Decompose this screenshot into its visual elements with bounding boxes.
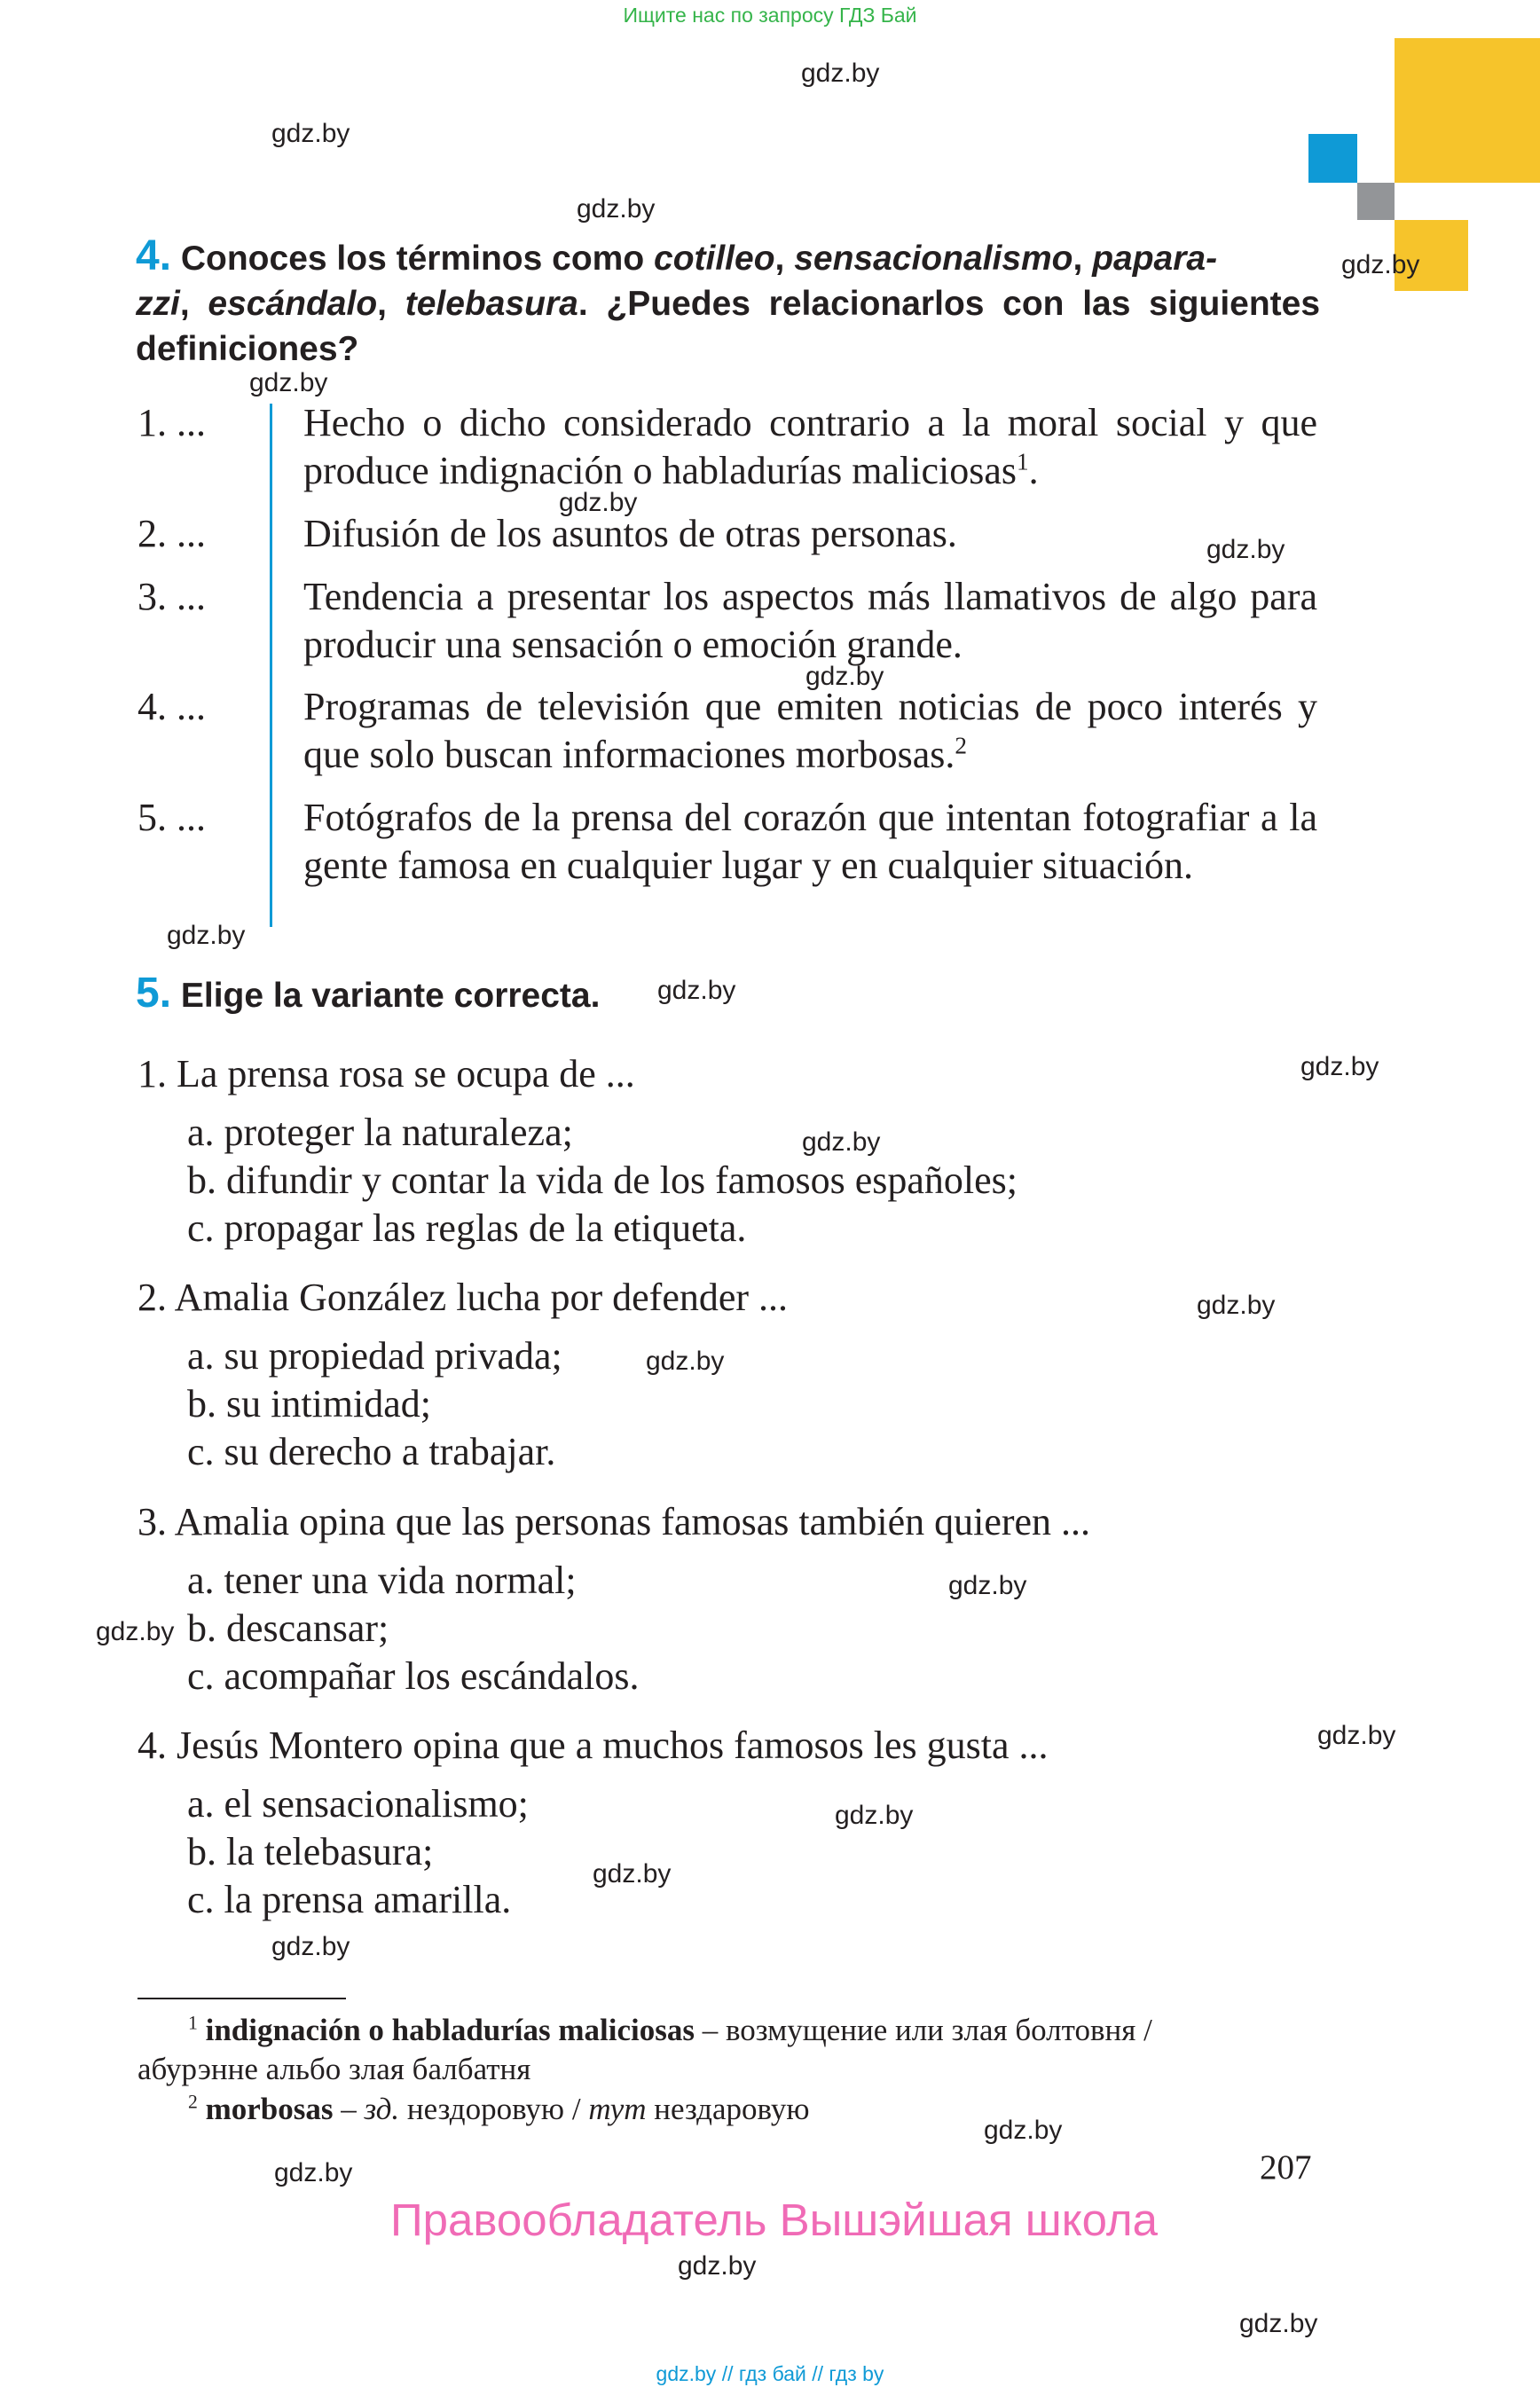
watermark: gdz.by <box>167 921 246 950</box>
watermark: gdz.by <box>646 1347 725 1376</box>
watermark: gdz.by <box>271 119 350 148</box>
term-hyphenated-part: zzi <box>136 285 180 323</box>
definition-number: 2. ... <box>138 512 206 555</box>
question: 1. La prensa rosa se ocupa de ... <box>138 1052 635 1095</box>
watermark: gdz.by <box>96 1617 175 1646</box>
answer-option[interactable]: c. su derecho a trabajar. <box>187 1430 556 1473</box>
footnote-term: morbosas <box>205 2092 334 2126</box>
exercise-number: 4. <box>136 232 172 279</box>
watermark: gdz.by <box>1300 1052 1379 1081</box>
footnote-2: $^2$ morbosas – зд. нездоровую / тут нездаровую <box>188 2091 810 2126</box>
bottom-banner[interactable]: gdz.by // гдз бай // гдз by <box>656 2362 884 2385</box>
question: 4. Jesús Montero opina que a muchos famosos les gusta ... <box>138 1724 1049 1767</box>
watermark: gdz.by <box>1341 250 1420 279</box>
exercise-number: 5. <box>136 970 172 1017</box>
definition-number: 4. ... <box>138 685 206 728</box>
term: escándalo <box>208 285 378 323</box>
exercise-5-instruction <box>136 970 600 1018</box>
watermark: gdz.by <box>1206 535 1285 564</box>
watermark: gdz.by <box>577 194 656 224</box>
answer-option[interactable]: a. su propiedad privada; <box>187 1334 562 1378</box>
watermark: gdz.by <box>984 2116 1063 2145</box>
definition-number: 5. ... <box>138 796 206 839</box>
decor-square-yellow-large <box>1395 38 1540 183</box>
decor-square-gray <box>1357 183 1395 220</box>
answer-option[interactable]: b. la telebasura; <box>187 1830 434 1873</box>
answer-option[interactable]: a. tener una vida normal; <box>187 1559 577 1602</box>
watermark: gdz.by <box>1197 1291 1276 1320</box>
exercise-4-instruction: 4. Conoces los términos como cotilleo, sensacionalismo, papara- zzi, escándalo, telebasura. ¿Puedes relacionarlos con las siguientes definiciones? <box>136 232 1321 368</box>
footnote-separator <box>138 1998 346 1999</box>
watermark: gdz.by <box>249 368 328 397</box>
footnote-mark: 1 <box>188 2012 198 2034</box>
answer-option[interactable]: c. acompañar los escándalos. <box>187 1654 640 1698</box>
definition-text: Programas de televisión que emiten noticias de poco interés y que solo buscan informaciones morbosas. <box>303 685 1317 776</box>
answer-option[interactable]: a. el sensacionalismo; <box>187 1782 529 1826</box>
definition-text: Difusión de los asuntos de otras personas. <box>303 512 957 555</box>
footnote-abbreviation: тут <box>588 2092 647 2126</box>
top-banner[interactable]: Ищите нас по запросу ГДЗ Бай <box>623 4 917 27</box>
answer-option[interactable]: c. propagar las reglas de la etiqueta. <box>187 1206 747 1250</box>
question: 2. Amalia González lucha por defender ... <box>138 1276 789 1319</box>
footnote-term: indignación o habladurías maliciosas <box>205 2013 695 2047</box>
question: 3. Amalia opina que las personas famosas también quieren ... <box>138 1500 1091 1543</box>
definition-text: Hecho o dicho considerado contrario a la moral social y que produce indignación o habladurías maliciosas <box>303 401 1317 492</box>
footnote-mark: 2 <box>188 2091 198 2113</box>
watermark: gdz.by <box>274 2158 353 2187</box>
decor-square-blue <box>1308 134 1357 183</box>
page-number: 207 <box>1260 2148 1312 2187</box>
watermark: gdz.by <box>678 2251 757 2281</box>
watermark: gdz.by <box>805 662 884 691</box>
footnote-ref: 1 <box>1017 448 1029 475</box>
watermark: gdz.by <box>593 1859 672 1889</box>
definition-text: Tendencia a presentar los aspectos más llamativos de algo para producir una sensación o emoción grande. <box>303 575 1317 666</box>
watermark: gdz.by <box>559 488 638 517</box>
definition-number: 3. ... <box>138 575 206 618</box>
watermark: gdz.by <box>802 1127 881 1157</box>
definitions-divider <box>270 404 272 927</box>
definition-number: 1. ... <box>138 401 206 444</box>
answer-option[interactable]: c. la prensa amarilla. <box>187 1878 512 1921</box>
footnote-translation: возмущение или злая болтовня / <box>725 2013 1152 2047</box>
answer-option[interactable]: b. su intimidad; <box>187 1382 431 1425</box>
watermark: gdz.by <box>271 1932 350 1961</box>
answer-option[interactable]: b. difundir y contar la vida de los famosos españoles; <box>187 1158 1018 1202</box>
term-hyphenated-part: papara- <box>1092 240 1218 278</box>
footnote-1: $^1$ indignación o habladurías maliciosas – возмущение или злая болтовня / <box>188 2012 1152 2047</box>
watermark: gdz.by <box>657 976 736 1005</box>
footnote-abbreviation: зд. <box>364 2092 400 2126</box>
watermark: gdz.by <box>1239 2309 1318 2338</box>
answer-option[interactable]: a. proteger la naturaleza; <box>187 1111 573 1154</box>
term: cotilleo <box>654 240 775 278</box>
term: sensacionalismo <box>794 240 1073 278</box>
watermark: gdz.by <box>948 1571 1027 1600</box>
term: telebasura <box>405 285 578 323</box>
watermark: gdz.by <box>1317 1721 1396 1750</box>
copyright-notice: Правообладатель Вышэйшая школа <box>390 2195 1158 2245</box>
answer-option[interactable]: b. descansar; <box>187 1606 389 1650</box>
watermark: gdz.by <box>835 1801 914 1830</box>
exercise-4-question: ¿Puedes relacionarlos con las siguientes definiciones? <box>136 285 1321 368</box>
exercise-5-title: Elige la variante correcta. <box>180 977 601 1015</box>
footnote-1-continued: абурэнне альбо злая балбатня <box>138 2052 531 2086</box>
footnote-ref: 2 <box>955 732 968 759</box>
definition-text: Fotógrafos de la prensa del corazón que intentan fotografiar a la gente famosa en cualquier lugar y en cualquier situación. <box>303 796 1317 887</box>
watermark: gdz.by <box>801 59 880 88</box>
